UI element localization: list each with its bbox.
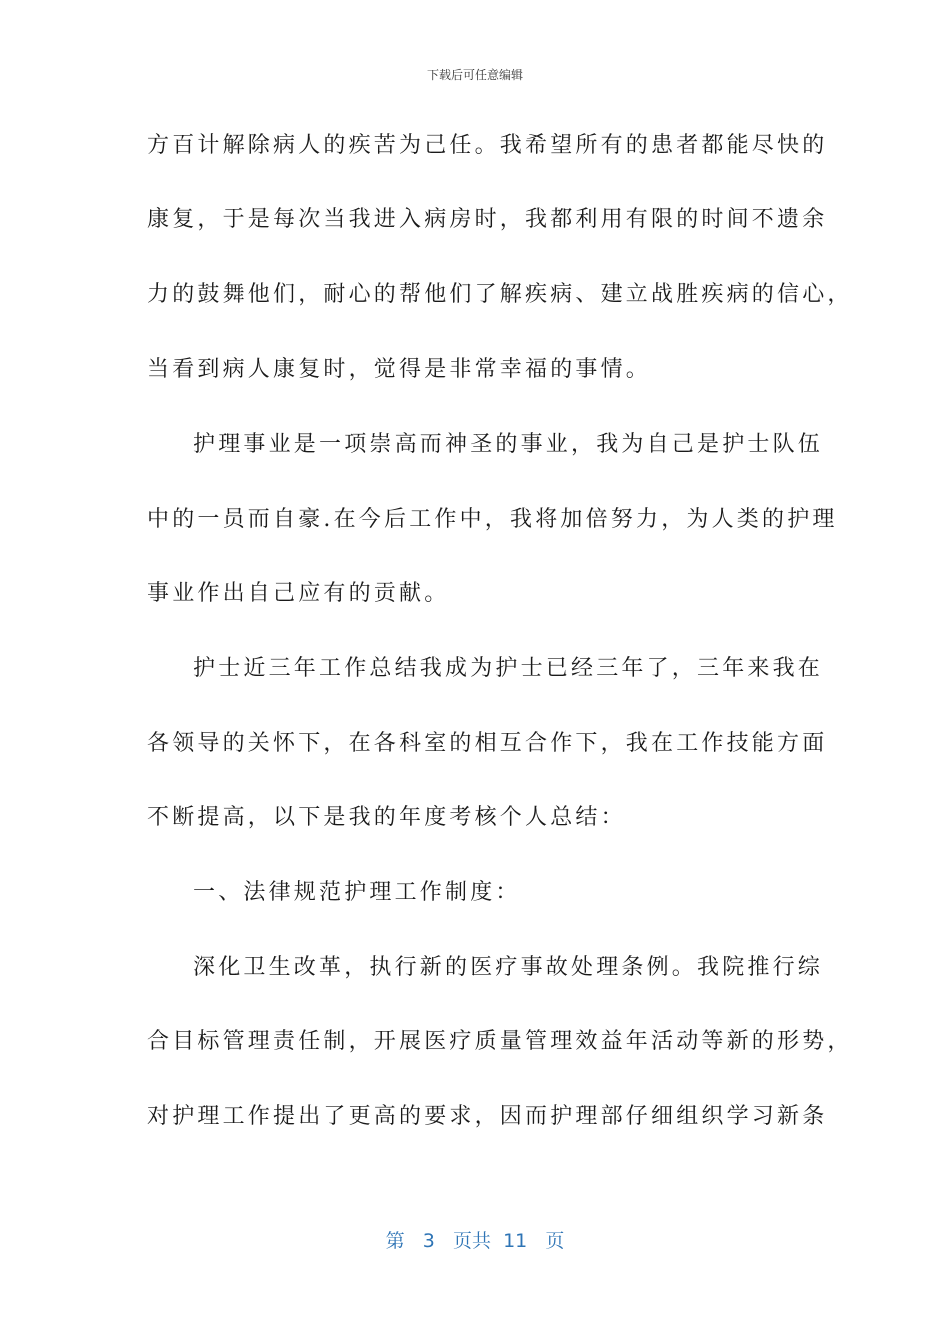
body-line: 不断提高，以下是我的年度考核个人总结： <box>147 805 626 830</box>
body-line: 护理事业是一项崇高而神圣的事业，我为自己是护士队伍 <box>193 432 824 457</box>
body-line: 方百计解除病人的疾苦为己任。我希望所有的患者都能尽快的 <box>147 133 828 158</box>
page-header: 下载后可任意编辑 <box>426 68 523 82</box>
body-line: 对护理工作提出了更高的要求，因而护理部仔细组织学习新条 <box>147 1104 828 1129</box>
body-line: 深化卫生改革，执行新的医疗事故处理条例。我院推行综 <box>193 955 824 980</box>
page-footer <box>0 1226 950 1253</box>
body-line: 护士近三年工作总结我成为护士已经三年了，三年来我在 <box>193 656 824 681</box>
body-line: 中的一员而自豪.在今后工作中，我将加倍努力，为人类的护理 <box>147 507 838 532</box>
footer-suffix: 页 <box>545 1230 565 1252</box>
body-line: 当看到病人康复时，觉得是非常幸福的事情。 <box>147 357 652 382</box>
footer-prefix: 第 <box>385 1230 405 1252</box>
total-page-count: 11 <box>503 1230 528 1252</box>
body-line: 合目标管理责任制，开展医疗质量管理效益年活动等新的形势， <box>147 1029 853 1054</box>
footer-middle: 页共 <box>452 1230 491 1252</box>
section-heading: 一、法律规范护理工作制度： <box>193 880 521 905</box>
body-line: 各领导的关怀下，在各科室的相互合作下，我在工作技能方面 <box>147 731 828 756</box>
current-page-number: 3 <box>422 1230 435 1252</box>
body-line: 康复，于是每次当我进入病房时，我都利用有限的时间不遗余 <box>147 207 828 232</box>
body-line: 事业作出自己应有的贡献。 <box>147 581 450 606</box>
body-line: 力的鼓舞他们，耐心的帮他们了解疾病、建立战胜疾病的信心， <box>147 282 853 307</box>
